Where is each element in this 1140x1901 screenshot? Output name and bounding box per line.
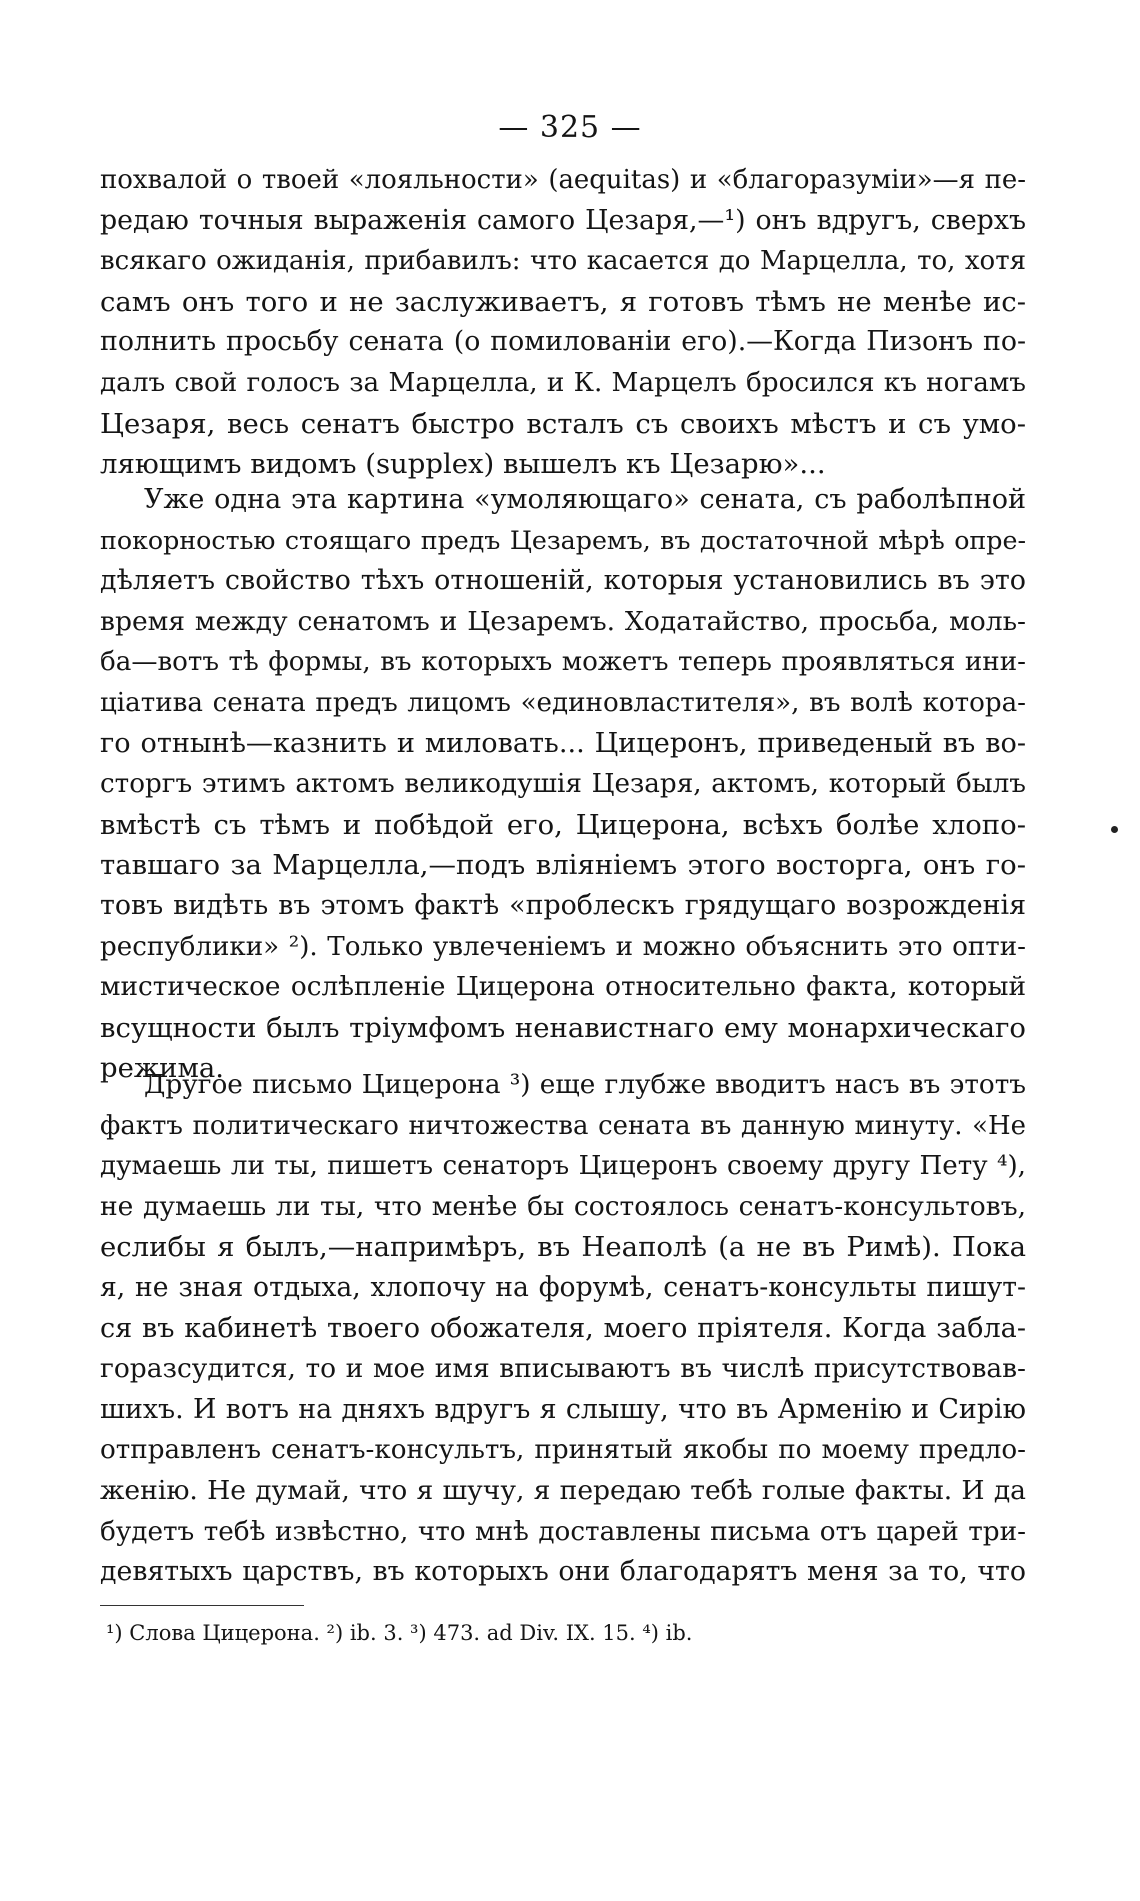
- text-line: ляющимъ видомъ (supplex) вышелъ къ Цезарю»...: [100, 448, 826, 481]
- text-line: товъ видѣть въ этомъ фактѣ «проблескъ грядущаго возрожденія: [100, 889, 1026, 921]
- footnotes: ¹) Слова Цицерона. ²) ib. 3. ³) 473. ad Div. IX. 15. ⁴) ib.: [106, 1621, 693, 1645]
- text-line: шихъ. И вотъ на дняхъ вдругъ я слышу, что въ Арменію и Сирію: [100, 1393, 1026, 1425]
- text-line: ся въ кабинетѣ твоего обожателя, моего пріятеля. Когда забла-: [100, 1312, 1026, 1344]
- text-line: покорностью стоящаго предъ Цезаремъ, въ достаточной мѣрѣ опре-: [100, 525, 1026, 555]
- text-line: ціатива сената предъ лицомъ «единовластителя», въ волѣ котора-: [100, 687, 1026, 718]
- text-line: мистическое ослѣпленіе Цицерона относительно факта, который: [100, 972, 1026, 1003]
- text-line: го отнынѣ—казнить и миловать... Цицеронъ, приведеный въ во-: [100, 727, 1026, 759]
- text-line: горазсудится, то и мое имя вписываютъ въ числѣ присутствовав-: [100, 1353, 1026, 1385]
- text-line: не думаешь ли ты, что менѣе бы состоялось сенатъ-консультовъ,: [100, 1190, 1026, 1222]
- text-line: думаешь ли ты, пишетъ сенаторъ Цицеронъ своему другу Пету ⁴),: [100, 1151, 1026, 1182]
- text-line: редаю точныя выраженія самого Цезаря,—¹) онъ вдругъ, сверхъ: [100, 204, 1026, 236]
- text-line: ба—вотъ тѣ формы, въ которыхъ можетъ теперь проявляться ини-: [100, 647, 1026, 678]
- text-line: вмѣстѣ съ тѣмъ и побѣдой его, Цицерона, всѣхъ болѣе хлопо-: [100, 808, 1026, 841]
- text-line: самъ онъ того и не заслуживаетъ, я готовъ тѣмъ не менѣе ис-: [100, 285, 1026, 318]
- paragraph-2: [100, 480, 1026, 1089]
- text-line: время между сенатомъ и Цезаремъ. Ходатайство, просьба, моль-: [100, 605, 1026, 637]
- text-line: республики» ²). Только увлеченіемъ и можно объяснить это опти-: [100, 931, 1026, 962]
- ink-speck: [1111, 826, 1118, 833]
- text-line: тавшаго за Марцелла,—подъ вліяніемъ этого восторга, онъ го-: [100, 849, 1026, 882]
- text-line: женію. Не думай, что я шучу, я передаю тебѣ голые факты. И да: [100, 1474, 1026, 1506]
- text-line: будетъ тебѣ извѣстно, что мнѣ доставлены письма отъ царей три-: [100, 1516, 1026, 1547]
- text-line: Уже одна эта картина «умоляющаго» сената, съ раболѣпной: [144, 484, 1026, 515]
- text-line: всякаго ожиданія, прибавилъ: что касается до Марцелла, то, хотя: [100, 246, 1026, 277]
- page-number: — 325 —: [498, 110, 642, 145]
- text-line: далъ свой голосъ за Марцелла, и К. Марцелъ бросился къ ногамъ: [100, 367, 1026, 398]
- text-line: Цезаря, весь сенатъ быстро всталъ съ своихъ мѣстъ и съ умо-: [100, 407, 1026, 440]
- text-line: фактъ политическаго ничтожества сената въ данную минуту. «Не: [100, 1110, 1026, 1141]
- text-line: еслибы я былъ,—напримѣръ, въ Неаполѣ (а не въ Римѣ). Пока: [100, 1231, 1026, 1264]
- text-line: я, не зная отдыха, хлопочу на форумѣ, сенатъ-консульты пишут-: [100, 1271, 1026, 1303]
- paragraph-1: [100, 160, 1026, 485]
- paragraph-3: [100, 1065, 1026, 1593]
- text-line: дѣляетъ свойство тѣхъ отношеній, которыя установились въ это: [100, 565, 1026, 597]
- text-line: полнить просьбу сената (о помилованіи его).—Когда Пизонъ по-: [100, 326, 1026, 358]
- text-line: Другое письмо Цицерона ³) еще глубже вводитъ насъ въ этотъ: [144, 1070, 1026, 1100]
- text-line: сторгъ этимъ актомъ великодушія Цезаря, актомъ, который былъ: [100, 769, 1026, 800]
- text-line: режима.: [100, 1052, 225, 1085]
- text-line: всущности былъ тріумфомъ ненавистнаго ему монархическаго: [100, 1011, 1026, 1044]
- text-line: похвалой о твоей «лояльности» (aequitas) и «благоразуміи»—я пе-: [100, 165, 1026, 195]
- footnote-divider: [100, 1605, 304, 1606]
- text-line: девятыхъ царствъ, въ которыхъ они благодарятъ меня за то, что: [100, 1556, 1026, 1588]
- text-line: отправленъ сенатъ-консультъ, принятый якобы по моему предло-: [100, 1435, 1026, 1466]
